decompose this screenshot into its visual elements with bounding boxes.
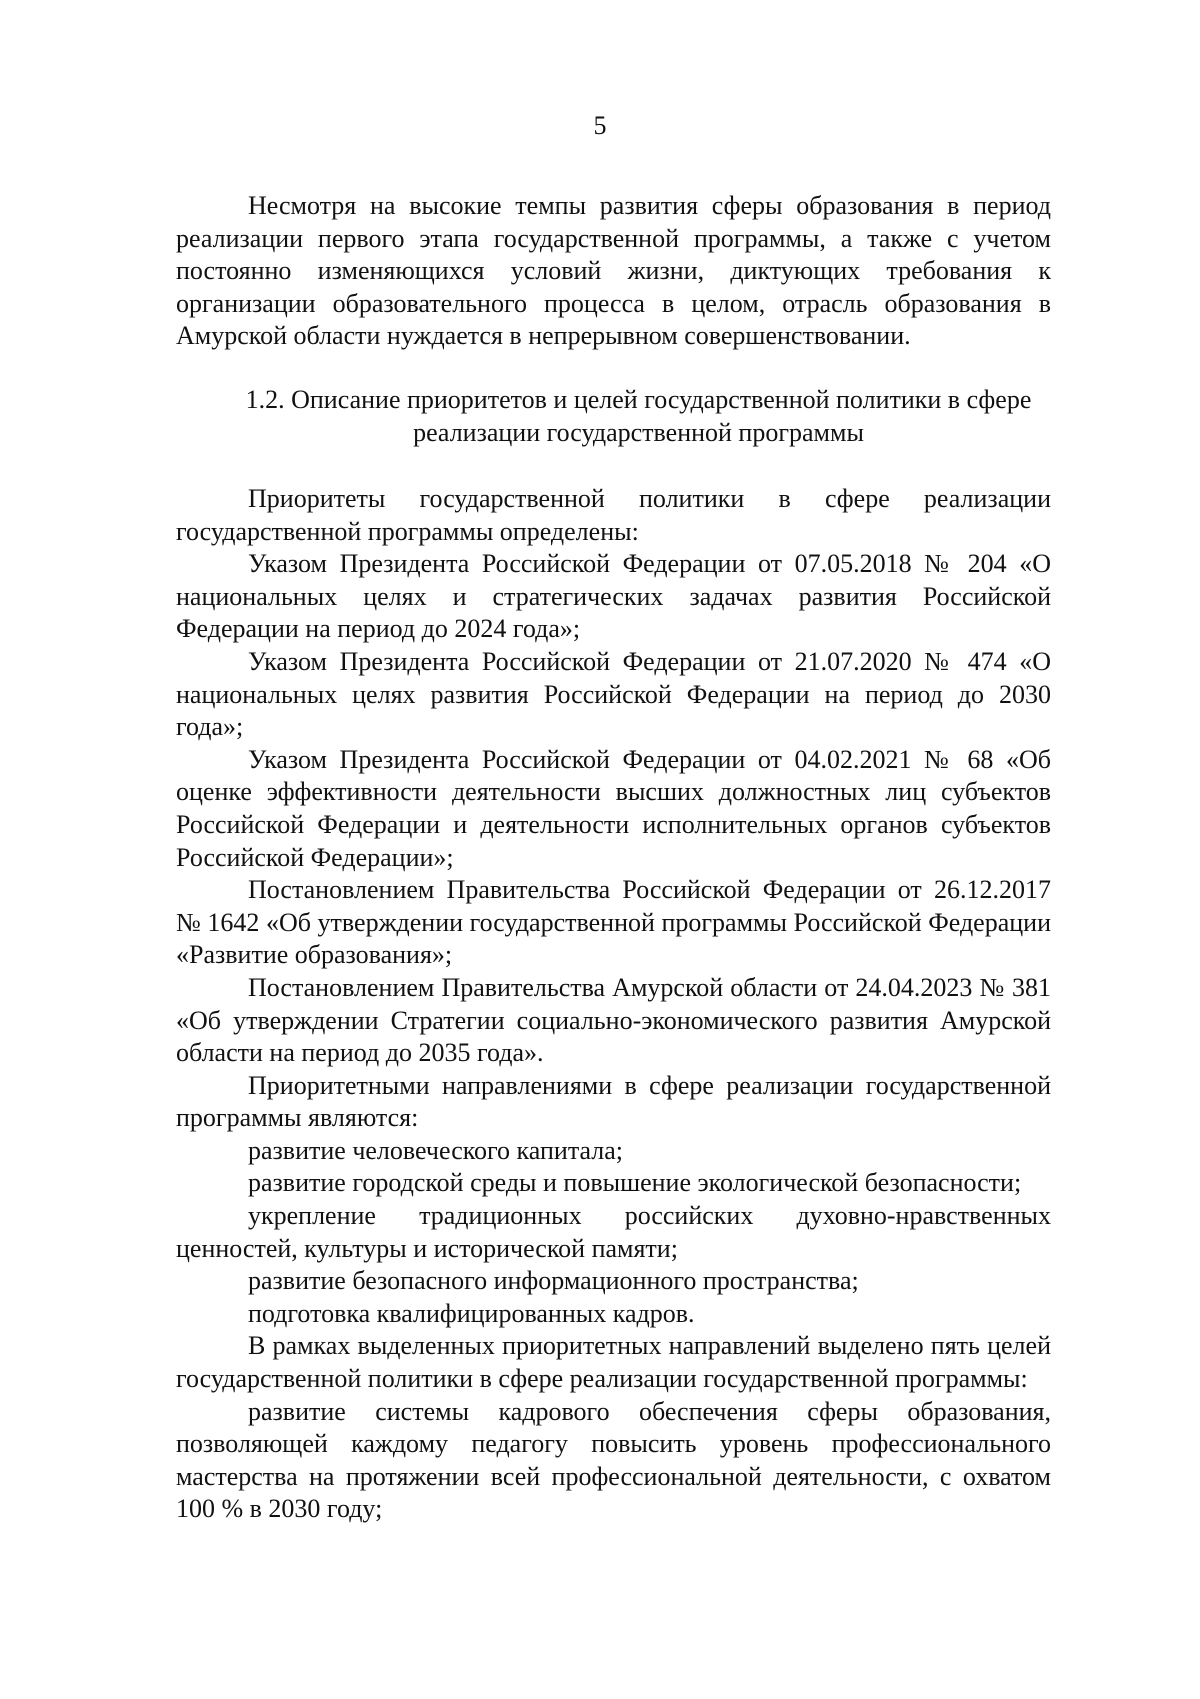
priorities-intro-paragraph: Приоритеты государственной политики в сфере реализации государственной программы определены: xyxy=(176,484,1051,546)
resolution-381-paragraph: Постановлением Правительства Амурской области от 24.04.2023 № 381 «Об утверждении Стратегии социально-экономического развития Амурской области на период до 2035 года». xyxy=(176,972,1051,1068)
section-body xyxy=(176,483,1051,1526)
section-heading-line-1: 1.2. Описание приоритетов и целей государственной политики в сфере xyxy=(245,385,1032,414)
section-heading-line-2: реализации государственной программы xyxy=(413,417,864,447)
direction-information-space: развитие безопасного информационного пространства; xyxy=(248,1266,859,1296)
direction-traditional-values: укрепление традиционных российских духовно-нравственных ценностей, культуры и исторической памяти; xyxy=(176,1201,1051,1263)
intro-section xyxy=(176,190,1051,353)
decree-204-paragraph: Указом Президента Российской Федерации от 07.05.2018 № 204 «О национальных целях и стратегических задачах развития Российской Федерации на период до 2024 года»; xyxy=(176,549,1051,644)
intro-paragraph: Несмотря на высокие темпы развития сферы образования в период реализации первого этапа государственной программы, а также с учетом постоянно изменяющихся условий жизни, диктующих требования к организации образовательного процесса в целом, отрасль образования в Амурской области нуждается в непрерывном совершенствовании. xyxy=(176,191,1051,351)
section-heading xyxy=(176,384,1051,449)
decree-474-paragraph: Указом Президента Российской Федерации от 21.07.2020 № 474 «О национальных целях развития Российской Федерации на период до 2030 года»; xyxy=(176,646,1051,742)
resolution-1642-paragraph: Постановлением Правительства Российской Федерации от 26.12.2017 № 1642 «Об утверждении государственной программы Российской Федерации «Развитие образования»; xyxy=(176,875,1051,970)
direction-human-capital: развитие человеческого капитала; xyxy=(248,1135,624,1165)
goal-staffing-system: развитие системы кадрового обеспечения сферы образования, позволяющей каждому педагогу повысить уровень профессионального мастерства на протяжении всей профессиональной деятельности, с охватом 100 % в 2030 году; xyxy=(176,1396,1051,1524)
priority-directions-paragraph: Приоритетными направлениями в сфере реализации государственной программы являются: xyxy=(176,1070,1051,1133)
five-goals-paragraph: В рамках выделенных приоритетных направлений выделено пять целей государственной политики в сфере реализации государственной программы: xyxy=(176,1331,1051,1394)
direction-qualified-staff: подготовка квалифицированных кадров. xyxy=(248,1298,695,1328)
decree-68-paragraph: Указом Президента Российской Федерации от 04.02.2021 № 68 «Об оценке эффективности деятельности высших должностных лиц субъектов Российской Федерации и деятельности исполнительных органов субъектов Российской Федерации»; xyxy=(176,744,1051,872)
direction-urban-environment: развитие городской среды и повышение экологической безопасности; xyxy=(248,1168,1022,1198)
page-number: 5 xyxy=(593,111,607,140)
